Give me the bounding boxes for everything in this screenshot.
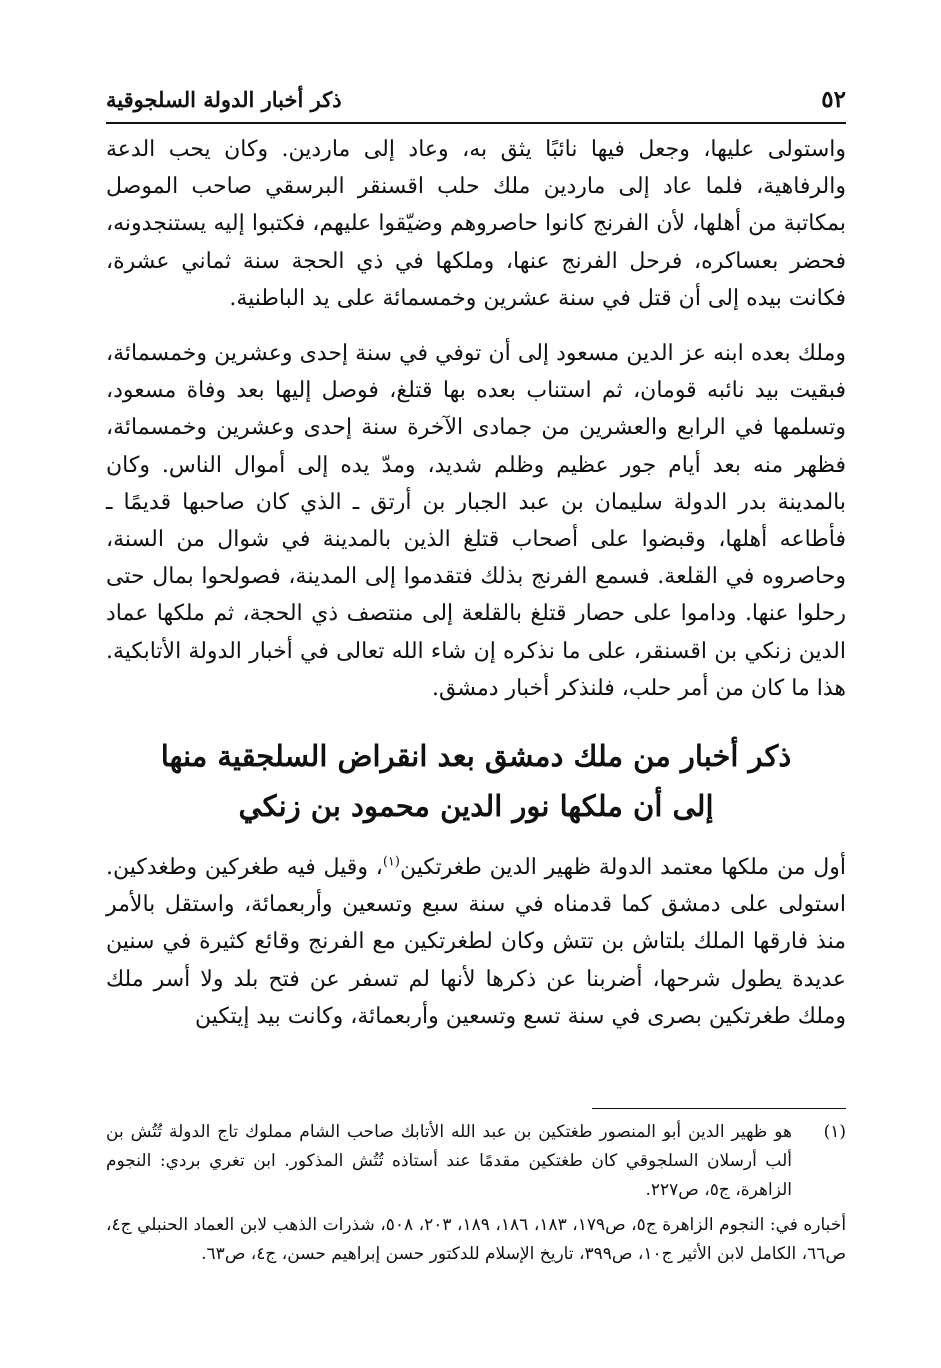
footnote-rule	[592, 1108, 846, 1109]
header-rule	[106, 122, 846, 124]
section-heading	[106, 731, 846, 831]
footnote-1-number: (١)	[823, 1122, 846, 1142]
footnote-1-continuation: أخباره في: النجوم الزاهرة ج٥، ص١٧٩، ١٨٣، ١٨٦، ١٨٩، ٢٠٣، ٥٠٨، شذرات الذهب لابن العماد الحنبلي ج٤، ص٦٦، الكامل لابن الأثير ج١٠، ص٣٩٩، تاريخ الإسلام للدكتور حسن إبراهيم حسن، ج٤، ص٦٣.	[106, 1215, 847, 1264]
section-heading-line-1: ذكر أخبار من ملك دمشق بعد انقراض السلجقية منها	[160, 739, 792, 774]
main-text	[106, 131, 846, 1035]
footnote-1-text: هو ظهير الدين أبو المنصور طغتكين بن عبد الله الأتابك صاحب الشام مملوك تاج الدولة تُتُش بن ألب أرسلان السلجوقي كان طغتكين مقدمًا عند أستاذه تُتُش المذكور. ابن تغري بردي: النجوم الزاهرة، ج٥، ص٢٢٧.	[106, 1122, 792, 1200]
footnote-marker[interactable]: (١)	[382, 854, 400, 870]
paragraph-1: واستولى عليها، وجعل فيها نائبًا يثق به، وعاد إلى ماردين. وكان يحب الدعة والرفاهية، فلما عاد إلى ماردين ملك حلب اقسنقر البرسقي صاحب الموصل بمكاتبة من أهلها، لأن الفرنج كانوا حاصروهم وضيّقوا عليهم، فكتبوا إليه يستنجدونه، فحضر بعساكره، فرحل الفرنج عنها، وملكها في ذي الحجة سنة ثماني عشرة، فكانت بيده إلى أن قتل في سنة عشرين وخمسمائة على يد الباطنية.	[106, 137, 846, 311]
page-header	[106, 80, 846, 118]
paragraph-2: وملك بعده ابنه عز الدين مسعود إلى أن توفي في سنة إحدى وعشرين وخمسمائة، فبقيت بيد نائبه قومان، ثم استناب بعده بها قتلغ، فوصل إليها بعد وفاة مسعود، وتسلمها في الرابع والعشرين من جمادى الآخرة سنة إحدى وعشرين وخمسمائة، فظهر منه بعد أيام جور عظيم وظلم شديد، ومدّ يده إلى أموال الناس. وكان بالمدينة بدر الدولة سليمان بن عبد الجبار بن أرتق ـ الذي كان صاحبها قديمًا ـ فأطاعه أهلها، وقبضوا على أصحاب قتلغ الذين بالمدينة في شوال من السنة، وحاصروه في القلعة. فسمع الفرنج بذلك فتقدموا إلى المدينة، فصولحوا بمال حتى رحلوا عنها. وداموا على حصار قتلغ بالقلعة إلى منتصف ذي الحجة، ثم ملكها عماد الدين زنكي بن اقسنقر، على ما نذكره إن شاء الله تعالى في أخبار الدولة الأتابكية. هذا ما كان من أمر حلب، فلنذكر أخبار دمشق.	[106, 341, 847, 701]
paragraph-3-rest: ، وقيل فيه طغركين وطغدكين. استولى على دمشق كما قدمناه في سنة سبع وتسعين وأربعمائة، واستقل بالأمر منذ فارقها الملك بلتاش بن تتش وكان لطغرتكين مع الفرنج وقائع كثيرة في سنين عديدة يطول شرحها، أضربنا عن ذكرها لأنها لم تسفر عن فتح بلد ولا أسر ملك وملك طغرتكين بصرى في سنة تسع وتسعين وأربعمائة، وكانت بيد إيتكين	[106, 855, 846, 1029]
paragraph-3	[106, 849, 846, 1035]
running-title: ذكر أخبار الدولة السلجوقية	[106, 86, 342, 112]
paragraph-3-start: أول من ملكها معتمد الدولة ظهير الدين طغرتكين	[399, 855, 847, 881]
page-number: ٥٢	[821, 85, 846, 113]
footnotes	[106, 1118, 846, 1269]
section-heading-line-2: إلى أن ملكها نور الدين محمود بن زنكي	[238, 789, 714, 824]
footnote-1	[106, 1118, 846, 1205]
